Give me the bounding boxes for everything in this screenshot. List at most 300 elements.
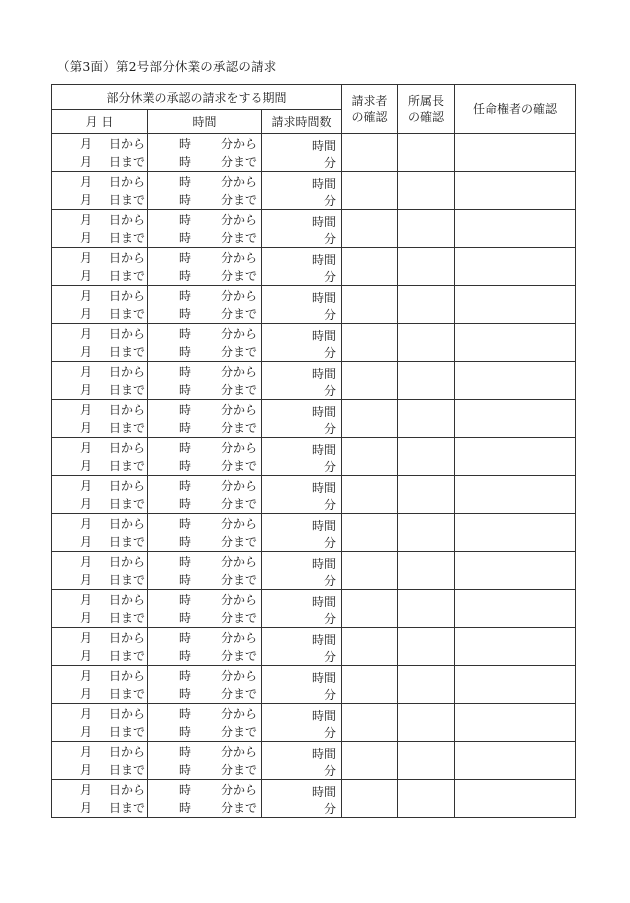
hours-unit-label: 時間 (312, 405, 337, 419)
time-cell[interactable] (148, 248, 262, 286)
table-row (52, 286, 576, 324)
hour-label: 時 (179, 175, 192, 189)
table-row (52, 780, 576, 818)
requester-confirm-cell[interactable] (342, 476, 398, 514)
requested-hours-cell[interactable] (262, 742, 342, 780)
appointer-confirm-cell[interactable] (455, 210, 576, 248)
day-from-label: 日から (109, 631, 146, 645)
hours-unit-label: 時間 (312, 671, 337, 685)
requested-hours-header: 請求時間数 (262, 110, 342, 134)
day-to-label: 日まで (109, 155, 146, 169)
min-from-label: 分から (221, 213, 258, 227)
hours-unit-label: 時間 (312, 443, 337, 457)
hours-unit-label: 時間 (312, 633, 337, 647)
hour-label: 時 (179, 269, 192, 283)
hours-unit-label: 時間 (312, 139, 337, 153)
min-from-label: 分から (221, 327, 258, 341)
min-from-label: 分から (221, 403, 258, 417)
time-cell[interactable] (148, 628, 262, 666)
minutes-unit-label: 分 (324, 232, 337, 246)
table-row (52, 172, 576, 210)
request-rows (52, 134, 576, 818)
date-cell[interactable] (52, 780, 148, 818)
time-cell[interactable] (148, 324, 262, 362)
hour-label: 時 (179, 517, 192, 531)
hour-label: 時 (179, 649, 192, 663)
appointer-confirm-cell[interactable] (455, 628, 576, 666)
month-label: 月 (80, 497, 93, 511)
time-cell[interactable] (148, 362, 262, 400)
hour-label: 時 (179, 155, 192, 169)
month-label: 月 (80, 479, 93, 493)
requester-confirm-cell[interactable] (342, 286, 398, 324)
date-cell[interactable] (52, 628, 148, 666)
dept-head-confirm-cell[interactable] (398, 590, 455, 628)
min-from-label: 分から (221, 365, 258, 379)
min-to-label: 分まで (221, 459, 258, 473)
month-label: 月 (80, 383, 93, 397)
hours-unit-label: 時間 (312, 557, 337, 571)
minutes-unit-label: 分 (324, 194, 337, 208)
requested-hours-cell[interactable] (262, 780, 342, 818)
table-row (52, 552, 576, 590)
day-from-label: 日から (109, 593, 146, 607)
hour-label: 時 (179, 289, 192, 303)
table-row (52, 362, 576, 400)
hour-label: 時 (179, 497, 192, 511)
minutes-unit-label: 分 (324, 384, 337, 398)
min-to-label: 分まで (221, 307, 258, 321)
min-to-label: 分まで (221, 155, 258, 169)
date-cell[interactable] (52, 704, 148, 742)
requested-hours-cell[interactable] (262, 324, 342, 362)
date-cell[interactable] (52, 514, 148, 552)
requester-confirm-cell[interactable] (342, 590, 398, 628)
requested-hours-cell[interactable] (262, 628, 342, 666)
appointer-confirm-cell[interactable] (455, 476, 576, 514)
appointer-confirm-cell[interactable] (455, 552, 576, 590)
month-label: 月 (80, 763, 93, 777)
month-label: 月 (80, 593, 93, 607)
hour-label: 時 (179, 611, 192, 625)
period-group-header: 部分休業の承認の請求をする期間 (52, 85, 342, 110)
hour-label: 時 (179, 345, 192, 359)
minutes-unit-label: 分 (324, 764, 337, 778)
min-to-label: 分まで (221, 801, 258, 815)
min-to-label: 分まで (221, 687, 258, 701)
month-label: 月 (80, 137, 93, 151)
day-to-label: 日まで (109, 573, 146, 587)
month-label: 月 (80, 687, 93, 701)
min-from-label: 分から (221, 745, 258, 759)
hours-unit-label: 時間 (312, 367, 337, 381)
day-to-label: 日まで (109, 193, 146, 207)
hours-unit-label: 時間 (312, 177, 337, 191)
dept-head-confirm-cell[interactable] (398, 666, 455, 704)
minutes-unit-label: 分 (324, 270, 337, 284)
month-label: 月 (80, 441, 93, 455)
minutes-unit-label: 分 (324, 726, 337, 740)
dept-head-confirm-header (398, 85, 455, 134)
appointer-confirm-cell[interactable] (455, 742, 576, 780)
day-to-label: 日まで (109, 345, 146, 359)
month-label: 月 (80, 365, 93, 379)
hours-unit-label: 時間 (312, 595, 337, 609)
time-cell[interactable] (148, 476, 262, 514)
hour-label: 時 (179, 801, 192, 815)
hour-label: 時 (179, 365, 192, 379)
appointer-confirm-cell[interactable] (455, 172, 576, 210)
table-row (52, 248, 576, 286)
requester-confirm-cell[interactable] (342, 362, 398, 400)
minutes-unit-label: 分 (324, 650, 337, 664)
requester-confirm-cell[interactable] (342, 666, 398, 704)
minutes-unit-label: 分 (324, 308, 337, 322)
day-to-label: 日まで (109, 801, 146, 815)
hours-unit-label: 時間 (312, 215, 337, 229)
min-to-label: 分まで (221, 763, 258, 777)
requested-hours-cell[interactable] (262, 400, 342, 438)
table-row (52, 590, 576, 628)
hours-unit-label: 時間 (312, 481, 337, 495)
appointer-confirm-cell[interactable] (455, 438, 576, 476)
requested-hours-cell[interactable] (262, 704, 342, 742)
min-to-label: 分まで (221, 231, 258, 245)
day-to-label: 日まで (109, 687, 146, 701)
hour-label: 時 (179, 631, 192, 645)
appointer-confirm-cell[interactable] (455, 324, 576, 362)
table-row (52, 628, 576, 666)
time-cell[interactable] (148, 286, 262, 324)
min-to-label: 分まで (221, 573, 258, 587)
min-from-label: 分から (221, 137, 258, 151)
appointer-confirm-cell[interactable] (455, 134, 576, 172)
requested-hours-cell[interactable] (262, 438, 342, 476)
appointer-confirm-cell[interactable] (455, 514, 576, 552)
month-label: 月 (80, 175, 93, 189)
month-label: 月 (80, 459, 93, 473)
requester-confirm-cell[interactable] (342, 248, 398, 286)
day-to-label: 日まで (109, 611, 146, 625)
requested-hours-cell[interactable] (262, 286, 342, 324)
time-cell[interactable] (148, 514, 262, 552)
month-label: 月 (80, 631, 93, 645)
requester-confirm-cell[interactable] (342, 628, 398, 666)
date-cell[interactable] (52, 134, 148, 172)
hour-label: 時 (179, 459, 192, 473)
dept-head-confirm-cell[interactable] (398, 704, 455, 742)
day-to-label: 日まで (109, 459, 146, 473)
dept-head-confirm-cell[interactable] (398, 742, 455, 780)
requester-confirm-cell[interactable] (342, 400, 398, 438)
month-label: 月 (80, 649, 93, 663)
hour-label: 時 (179, 383, 192, 397)
day-to-label: 日まで (109, 535, 146, 549)
date-cell[interactable] (52, 324, 148, 362)
min-from-label: 分から (221, 631, 258, 645)
min-from-label: 分から (221, 669, 258, 683)
month-label: 月 (80, 801, 93, 815)
requested-hours-cell[interactable] (262, 362, 342, 400)
month-label: 月 (80, 403, 93, 417)
appointer-confirm-cell[interactable] (455, 362, 576, 400)
table-row (52, 514, 576, 552)
day-to-label: 日まで (109, 307, 146, 321)
day-to-label: 日まで (109, 231, 146, 245)
day-to-label: 日まで (109, 269, 146, 283)
day-to-label: 日まで (109, 649, 146, 663)
date-cell[interactable] (52, 210, 148, 248)
requester-confirm-header (342, 85, 398, 134)
requested-hours-cell[interactable] (262, 514, 342, 552)
requester-confirm-cell[interactable] (342, 742, 398, 780)
date-cell[interactable] (52, 552, 148, 590)
table-row (52, 476, 576, 514)
hours-unit-label: 時間 (312, 519, 337, 533)
form-title: （第3面）第2号部分休業の承認の請求 (57, 59, 277, 74)
minutes-unit-label: 分 (324, 802, 337, 816)
table-row (52, 134, 576, 172)
hours-unit-label: 時間 (312, 785, 337, 799)
requester-confirm-cell[interactable] (342, 514, 398, 552)
hour-label: 時 (179, 307, 192, 321)
min-to-label: 分まで (221, 611, 258, 625)
requester-confirm-cell[interactable] (342, 704, 398, 742)
day-from-label: 日から (109, 745, 146, 759)
hour-label: 時 (179, 783, 192, 797)
min-from-label: 分から (221, 251, 258, 265)
min-from-label: 分から (221, 517, 258, 531)
requester-confirm-cell[interactable] (342, 780, 398, 818)
min-to-label: 分まで (221, 269, 258, 283)
time-cell[interactable] (148, 172, 262, 210)
table-row (52, 210, 576, 248)
day-from-label: 日から (109, 555, 146, 569)
appointer-confirm-cell[interactable] (455, 780, 576, 818)
requester-confirm-line2: の確認 (351, 110, 388, 124)
requester-confirm-cell[interactable] (342, 324, 398, 362)
dept-head-confirm-cell[interactable] (398, 248, 455, 286)
time-cell[interactable] (148, 552, 262, 590)
time-cell[interactable] (148, 210, 262, 248)
min-to-label: 分まで (221, 649, 258, 663)
hour-label: 時 (179, 535, 192, 549)
hours-unit-label: 時間 (312, 709, 337, 723)
requested-hours-cell[interactable] (262, 476, 342, 514)
requested-hours-cell[interactable] (262, 172, 342, 210)
minutes-unit-label: 分 (324, 612, 337, 626)
dept-head-confirm-cell[interactable] (398, 514, 455, 552)
minutes-unit-label: 分 (324, 156, 337, 170)
day-from-label: 日から (109, 403, 146, 417)
time-cell[interactable] (148, 704, 262, 742)
month-label: 月 (80, 725, 93, 739)
table-row (52, 324, 576, 362)
month-label: 月 (80, 573, 93, 587)
date-cell[interactable] (52, 742, 148, 780)
hour-label: 時 (179, 479, 192, 493)
minutes-unit-label: 分 (324, 346, 337, 360)
dept-head-confirm-cell[interactable] (398, 400, 455, 438)
requested-hours-cell[interactable] (262, 590, 342, 628)
hour-label: 時 (179, 441, 192, 455)
partial-leave-request-table (51, 84, 576, 818)
date-cell[interactable] (52, 438, 148, 476)
minutes-unit-label: 分 (324, 574, 337, 588)
time-cell[interactable] (148, 134, 262, 172)
month-label: 月 (80, 231, 93, 245)
time-cell[interactable] (148, 590, 262, 628)
dept-head-confirm-cell[interactable] (398, 552, 455, 590)
min-from-label: 分から (221, 555, 258, 569)
requester-confirm-cell[interactable] (342, 210, 398, 248)
appointer-confirm-cell[interactable] (455, 666, 576, 704)
dept-head-confirm-cell[interactable] (398, 476, 455, 514)
min-from-label: 分から (221, 441, 258, 455)
minutes-unit-label: 分 (324, 688, 337, 702)
requester-confirm-line1: 請求者 (351, 94, 388, 108)
hour-label: 時 (179, 403, 192, 417)
time-cell[interactable] (148, 742, 262, 780)
min-to-label: 分まで (221, 421, 258, 435)
date-cell[interactable] (52, 476, 148, 514)
time-cell[interactable] (148, 666, 262, 704)
minutes-unit-label: 分 (324, 536, 337, 550)
month-label: 月 (80, 611, 93, 625)
appointer-confirm-header: 任命権者の確認 (455, 85, 576, 134)
month-label: 月 (80, 193, 93, 207)
hour-label: 時 (179, 669, 192, 683)
time-cell[interactable] (148, 438, 262, 476)
hour-label: 時 (179, 593, 192, 607)
date-cell[interactable] (52, 172, 148, 210)
month-label: 月 (80, 251, 93, 265)
dept-head-confirm-cell[interactable] (398, 286, 455, 324)
hour-label: 時 (179, 725, 192, 739)
dept-head-confirm-cell[interactable] (398, 438, 455, 476)
appointer-confirm-cell[interactable] (455, 248, 576, 286)
day-from-label: 日から (109, 251, 146, 265)
day-to-label: 日まで (109, 725, 146, 739)
day-from-label: 日から (109, 707, 146, 721)
day-from-label: 日から (109, 783, 146, 797)
month-label: 月 (80, 289, 93, 303)
month-label: 月 (80, 669, 93, 683)
day-to-label: 日まで (109, 763, 146, 777)
day-from-label: 日から (109, 327, 146, 341)
dept-head-confirm-cell[interactable] (398, 324, 455, 362)
dept-head-confirm-line2: の確認 (408, 110, 445, 124)
date-cell[interactable] (52, 362, 148, 400)
hour-label: 時 (179, 213, 192, 227)
date-cell[interactable] (52, 400, 148, 438)
requested-hours-cell[interactable] (262, 134, 342, 172)
time-cell[interactable] (148, 400, 262, 438)
time-cell[interactable] (148, 780, 262, 818)
minutes-unit-label: 分 (324, 460, 337, 474)
requested-hours-cell[interactable] (262, 552, 342, 590)
month-day-header: 月 日 (52, 110, 148, 134)
day-from-label: 日から (109, 289, 146, 303)
hour-label: 時 (179, 763, 192, 777)
dept-head-confirm-cell[interactable] (398, 134, 455, 172)
day-from-label: 日から (109, 669, 146, 683)
date-cell[interactable] (52, 590, 148, 628)
day-from-label: 日から (109, 137, 146, 151)
day-from-label: 日から (109, 175, 146, 189)
dept-head-confirm-cell[interactable] (398, 362, 455, 400)
table-row (52, 666, 576, 704)
appointer-confirm-cell[interactable] (455, 286, 576, 324)
day-to-label: 日まで (109, 383, 146, 397)
dept-head-confirm-cell[interactable] (398, 628, 455, 666)
requester-confirm-cell[interactable] (342, 438, 398, 476)
hour-label: 時 (179, 137, 192, 151)
appointer-confirm-cell[interactable] (455, 590, 576, 628)
hour-label: 時 (179, 193, 192, 207)
hour-label: 時 (179, 421, 192, 435)
requested-hours-cell[interactable] (262, 666, 342, 704)
min-from-label: 分から (221, 707, 258, 721)
hour-label: 時 (179, 687, 192, 701)
date-cell[interactable] (52, 286, 148, 324)
hour-label: 時 (179, 251, 192, 265)
month-label: 月 (80, 707, 93, 721)
day-from-label: 日から (109, 517, 146, 531)
requester-confirm-cell[interactable] (342, 134, 398, 172)
day-from-label: 日から (109, 213, 146, 227)
hour-label: 時 (179, 745, 192, 759)
hour-label: 時 (179, 231, 192, 245)
date-cell[interactable] (52, 248, 148, 286)
hour-label: 時 (179, 555, 192, 569)
requested-hours-cell[interactable] (262, 210, 342, 248)
dept-head-confirm-cell[interactable] (398, 172, 455, 210)
min-to-label: 分まで (221, 497, 258, 511)
appointer-confirm-cell[interactable] (455, 400, 576, 438)
dept-head-confirm-cell[interactable] (398, 780, 455, 818)
table-row (52, 742, 576, 780)
day-from-label: 日から (109, 365, 146, 379)
min-from-label: 分から (221, 175, 258, 189)
requested-hours-cell[interactable] (262, 248, 342, 286)
month-label: 月 (80, 213, 93, 227)
dept-head-confirm-cell[interactable] (398, 210, 455, 248)
hours-unit-label: 時間 (312, 291, 337, 305)
month-label: 月 (80, 555, 93, 569)
min-to-label: 分まで (221, 725, 258, 739)
requester-confirm-cell[interactable] (342, 552, 398, 590)
hours-unit-label: 時間 (312, 747, 337, 761)
month-label: 月 (80, 783, 93, 797)
min-from-label: 分から (221, 783, 258, 797)
table-row (52, 704, 576, 742)
table-row (52, 400, 576, 438)
date-cell[interactable] (52, 666, 148, 704)
month-label: 月 (80, 155, 93, 169)
month-label: 月 (80, 327, 93, 341)
table-row (52, 438, 576, 476)
month-label: 月 (80, 745, 93, 759)
requester-confirm-cell[interactable] (342, 172, 398, 210)
appointer-confirm-cell[interactable] (455, 704, 576, 742)
hour-label: 時 (179, 573, 192, 587)
day-to-label: 日まで (109, 497, 146, 511)
min-from-label: 分から (221, 289, 258, 303)
month-label: 月 (80, 345, 93, 359)
hours-unit-label: 時間 (312, 253, 337, 267)
min-from-label: 分から (221, 479, 258, 493)
